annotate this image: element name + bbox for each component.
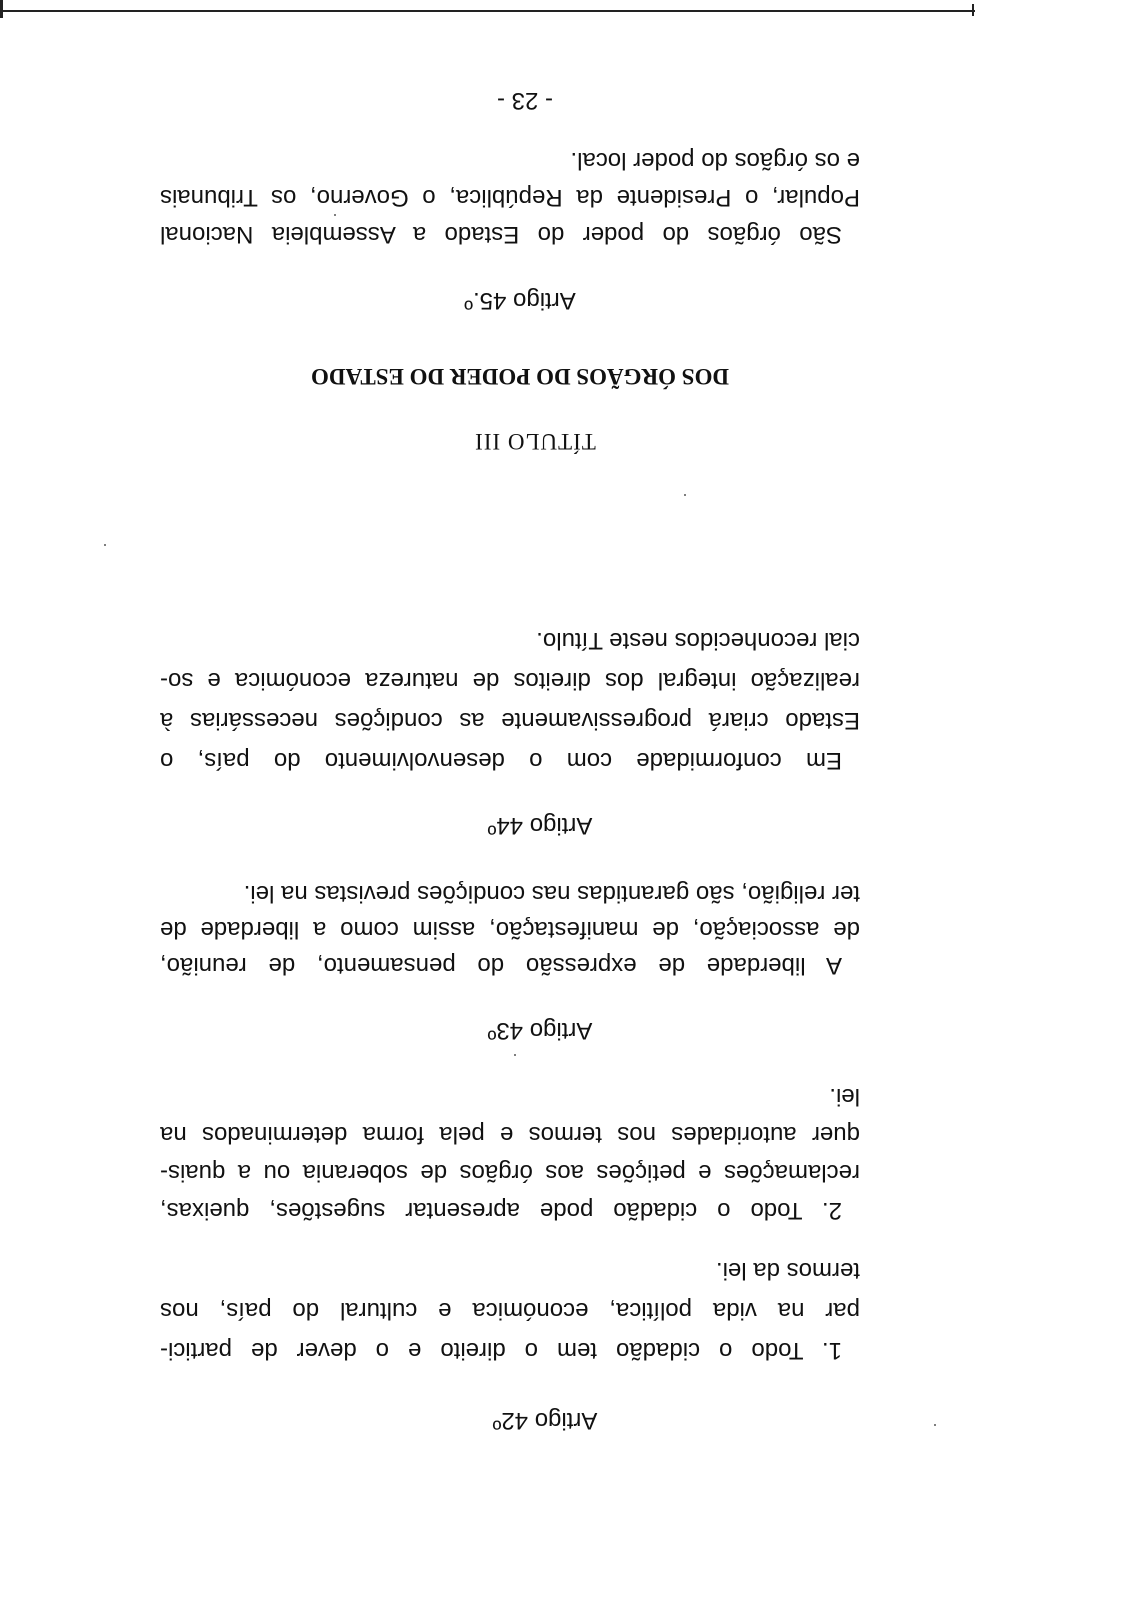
text-line: par na vida política, económica e cultural do país, nos: [160, 1297, 860, 1324]
text-line: reclamações e petições aos órgãos de soberania ou a quais-: [160, 1159, 860, 1186]
article-43-paragraph: [160, 875, 860, 983]
text-line: quer autoridades nos termos e pela forma determinados na: [160, 1121, 860, 1148]
article-45-title: Artigo 45.º: [464, 287, 576, 314]
scan-speck: [514, 1054, 516, 1056]
article-42-paragraph-2: [160, 1077, 860, 1229]
text-line: cial reconhecidos neste Título.: [536, 627, 860, 654]
text-line: 2. Todo o cidadão pode apresentar sugestões, queixas,: [160, 1197, 842, 1224]
scan-speck: [334, 214, 336, 216]
text-line: realização integral dos direitos de natureza económica e so-: [160, 667, 860, 694]
text-line: ter religião, são garantidas nas condições previstas na lei.: [243, 880, 860, 907]
section-heading: DOS ÓRGÃOS DO PODER DO ESTADO: [310, 364, 730, 389]
article-42-title: Artigo 42º: [492, 1407, 598, 1434]
article-42-paragraph-1: [160, 1250, 860, 1370]
text-line: 1. Todo o cidadão tem o direito e o dever de partici-: [160, 1337, 842, 1364]
article-45-paragraph: [160, 142, 860, 253]
text-line: termos da lei.: [715, 1257, 860, 1284]
title-heading: TÍTULO III: [474, 429, 596, 454]
article-43-title: Artigo 43º: [487, 1017, 593, 1044]
scan-speck: [104, 544, 106, 546]
text-line: Estado criará progressivamente as condições necessárias à: [160, 707, 860, 734]
text-line: de associação, de manifestação, assim como a liberdade de: [160, 916, 860, 943]
text-line: A liberdade de expressão do pensamento, de reunião,: [160, 952, 842, 979]
scan-speck: [684, 494, 686, 496]
text-line: lei.: [829, 1083, 860, 1110]
scan-speck: [934, 1424, 936, 1426]
text-line: Popular, o Presidente da República, o Governo, os Tribunais: [160, 184, 860, 211]
text-line: Em conformidade com o desenvolvimento do país, o: [160, 747, 842, 774]
article-44-title: Artigo 44º: [487, 812, 593, 839]
article-44-paragraph: [160, 620, 860, 780]
page-number: - 23 -: [496, 87, 554, 114]
text-line: e os órgãos do poder local.: [570, 147, 860, 174]
text-line: São órgãos do poder do Estado a Assembleia Nacional: [160, 221, 842, 248]
